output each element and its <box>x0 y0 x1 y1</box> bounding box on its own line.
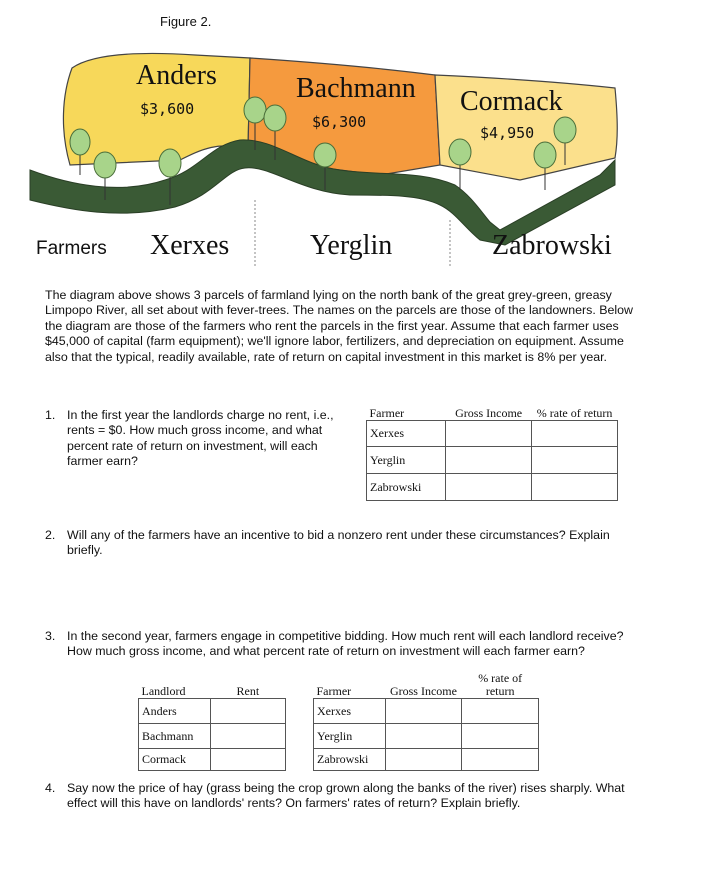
question-1: 1. In the first year the landlords charge no rent, i.e., rents = $0. How much gross income, and what percent rate of return on investment, will each farmer earn? <box>45 408 345 470</box>
q3-anders-rent[interactable] <box>210 699 285 724</box>
value-anders: $3,600 <box>140 100 195 118</box>
question-2: 2. Will any of the farmers have an incentive to bid a nonzero rent under these circumstances? Explain briefly. <box>45 528 645 559</box>
q3-row-yerglin: Yerglin <box>314 724 386 749</box>
owner-anders: Anders <box>136 60 217 91</box>
q3-farmer-table <box>313 667 539 771</box>
q3-yerglin-gross[interactable] <box>385 724 462 749</box>
q1-xerxes-gross[interactable] <box>446 421 532 447</box>
q3-header-landlord: Landlord <box>139 682 211 699</box>
farmers-label: Farmers <box>36 238 107 259</box>
q1-xerxes-rate[interactable] <box>532 421 618 447</box>
q3-cormack-rent[interactable] <box>210 749 285 771</box>
q3-header-rent: Rent <box>210 682 285 699</box>
question-4: 4. Say now the price of hay (grass being the crop grown along the banks of the river) rises sharply. What effect will this have on landlords' rents? On farmers' rates of return? Explain briefly. <box>45 781 645 812</box>
farmer-zabrowski: Zabrowski <box>492 230 612 261</box>
value-bachmann: $6,300 <box>312 113 367 131</box>
q3-row-xerxes: Xerxes <box>314 699 386 724</box>
q3-header-rate: % rate of return <box>462 667 539 699</box>
q3-xerxes-gross[interactable] <box>385 699 462 724</box>
q1-zabrowski-rate[interactable] <box>532 474 618 501</box>
q3-zabrowski-gross[interactable] <box>385 749 462 771</box>
q1-header-farmer: Farmer <box>367 388 446 421</box>
q1-yerglin-gross[interactable] <box>446 447 532 474</box>
q1-row-xerxes: Xerxes <box>367 421 446 447</box>
q3-row-bachmann: Bachmann <box>139 724 211 749</box>
q1-header-rate: % rate of return <box>532 388 618 421</box>
q3-landlord-table <box>138 682 286 771</box>
question-3-text: In the second year, farmers engage in competitive bidding. How much rent will each landlord receive? How much gross income, and what percent rate of return on investment will each farmer earn? <box>67 629 624 659</box>
question-4-text: Say now the price of hay (grass being the crop grown along the banks of the river) rises sharply. What effect will this have on landlords' rents? On farmers' rates of return? Explain briefly. <box>67 781 625 811</box>
figure-title: Figure 2. <box>160 14 212 29</box>
tree-icon <box>70 129 90 175</box>
question-1-text: In the first year the landlords charge no rent, i.e., rents = $0. How much gross income, and what percent rate of return on investment, will each farmer earn? <box>67 408 334 469</box>
q3-yerglin-rate[interactable] <box>462 724 539 749</box>
value-cormack: $4,950 <box>480 124 535 142</box>
owner-bachmann: Bachmann <box>296 73 416 104</box>
q1-zabrowski-gross[interactable] <box>446 474 532 501</box>
farmer-yerglin: Yerglin <box>310 230 393 261</box>
q3-xerxes-rate[interactable] <box>462 699 539 724</box>
q3-row-cormack: Cormack <box>139 749 211 771</box>
intro-paragraph: The diagram above shows 3 parcels of farmland lying on the north bank of the great grey-green, greasy Limpopo River, all set about with fever-trees. The names on the parcels are those of the landowners. Below the diagram are those of the farmers who rent the parcels in the first year. Assume that each farmer uses $45,000 of capital (farm equipment); we'll ignore labor, fertilizers, and depreciation on equipment. Assume also that the typical, readily available, rate of return on capital investment in this market is 8% per year. <box>45 288 633 364</box>
question-2-text: Will any of the farmers have an incentive to bid a nonzero rent under these circumstances? Explain briefly. <box>67 528 610 558</box>
q1-farmer-table <box>366 388 618 501</box>
question-3: 3. In the second year, farmers engage in competitive bidding. How much rent will each landlord receive? How much gross income, and what percent rate of return on investment will each farmer earn? <box>45 629 645 660</box>
q3-bachmann-rent[interactable] <box>210 724 285 749</box>
q1-row-yerglin: Yerglin <box>367 447 446 474</box>
farmer-xerxes: Xerxes <box>150 230 230 261</box>
q3-header-farmer: Farmer <box>314 667 386 699</box>
q1-yerglin-rate[interactable] <box>532 447 618 474</box>
q3-header-gross: Gross Income <box>385 667 462 699</box>
q3-row-zabrowski: Zabrowski <box>314 749 386 771</box>
q1-header-gross: Gross Income <box>446 388 532 421</box>
q3-row-anders: Anders <box>139 699 211 724</box>
owner-cormack: Cormack <box>460 86 563 117</box>
q1-row-zabrowski: Zabrowski <box>367 474 446 501</box>
q3-zabrowski-rate[interactable] <box>462 749 539 771</box>
